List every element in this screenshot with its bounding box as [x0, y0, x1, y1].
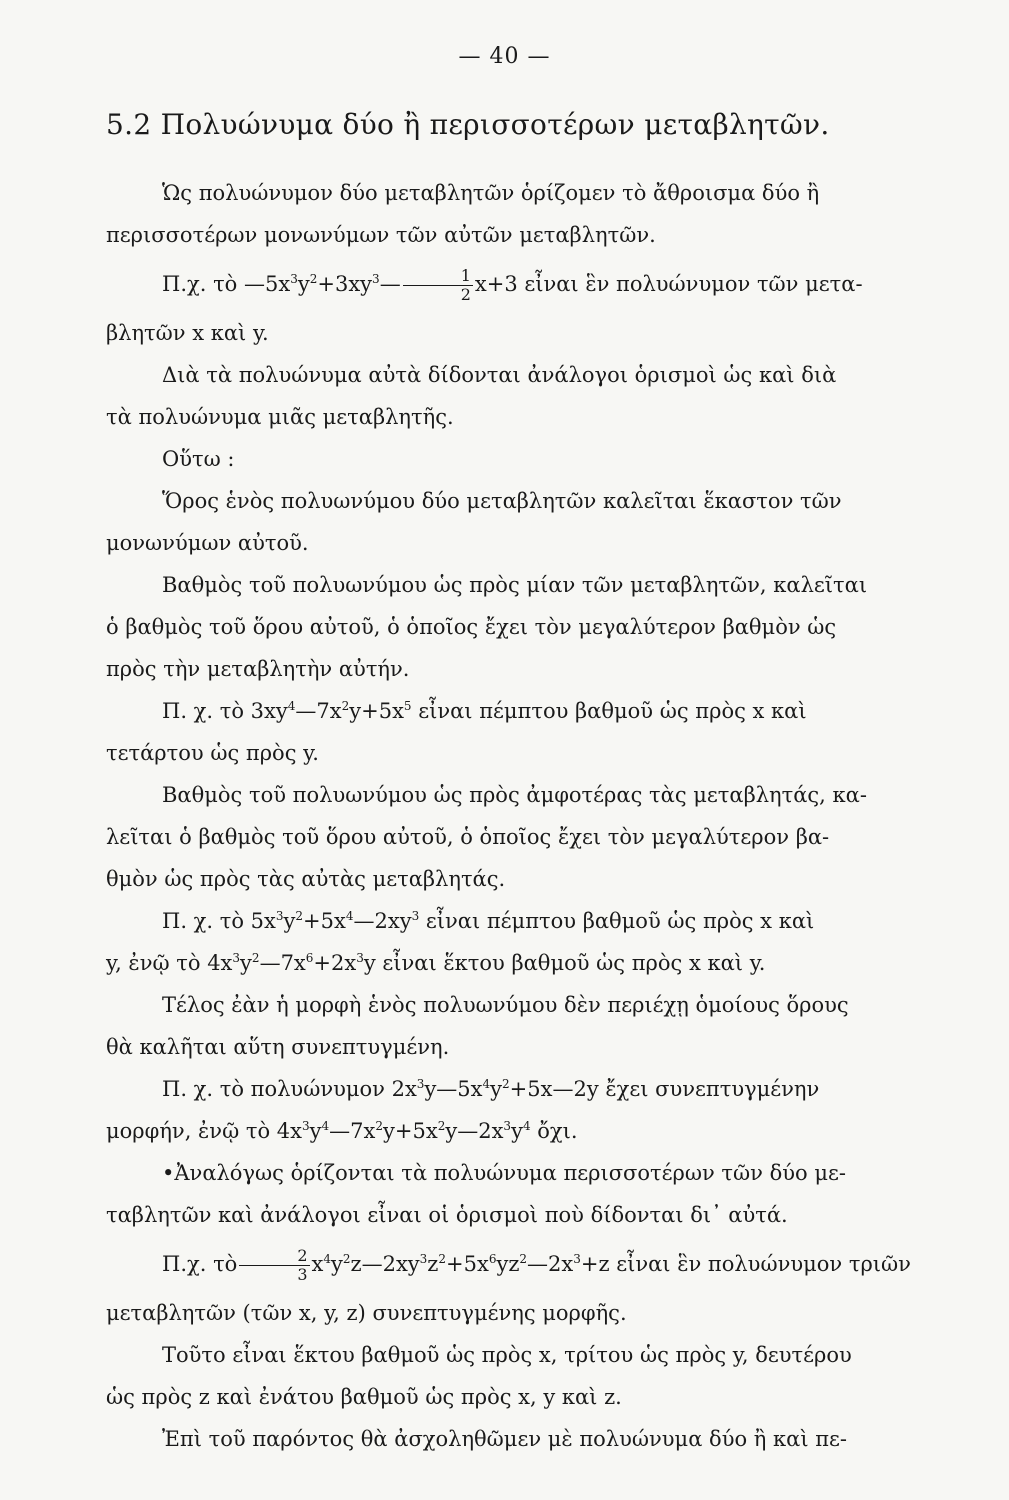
line-19: y, ἐνῷ τὸ $4x^3y^2—7x^6+2x^3y$ εἶναι ἕκτου βαθμοῦ ὡς πρὸς x καὶ y. [106, 951, 766, 975]
line-9: μονωνύμων αὐτοῦ. [106, 531, 309, 555]
line-24: •Ἀναλόγως ὁρίζονται τὰ πολυώνυμα περισσοτέρων τῶν δύο με- [162, 1161, 846, 1185]
line-10: Βαθμὸς τοῦ πολυωνύμου ὡς πρὸς μίαν τῶν μεταβλητῶν, καλεῖται [162, 573, 868, 597]
page-number: — 40 — [458, 44, 551, 69]
line-11: ὁ βαθμὸς τοῦ ὅρου αὐτοῦ, ὁ ὁποῖος ἔχει τὸν μεγαλύτερον βαθμὸν ὡς [106, 615, 837, 639]
line-15: Βαθμὸς τοῦ πολυωνύμου ὡς πρὸς ἀμφοτέρας τὰς μεταβλητάς, κα- [162, 783, 867, 807]
line-12: πρὸς τὴν μεταβλητὴν αὐτήν. [106, 657, 410, 681]
fraction-two-thirds: $\frac{2}{3}$ [239, 1247, 309, 1284]
line-28: Τοῦτο εἶναι ἕκτου βαθμοῦ ὡς πρὸς x, τρίτου ὡς πρὸς y, δευτέρου [162, 1343, 852, 1367]
line-25: ταβλητῶν καὶ ἀνάλογοι εἶναι οἱ ὁρισμοὶ ποὺ δίδονται δι᾽ αὐτά. [106, 1203, 788, 1227]
line-6: τὰ πολυώνυμα μιᾶς μεταβλητῆς. [106, 405, 454, 429]
line-2: περισσοτέρων μονωνύμων τῶν αὐτῶν μεταβλητῶν. [106, 223, 656, 247]
line-7: Οὕτω : [162, 447, 235, 471]
line-14: τετάρτου ὡς πρὸς y. [106, 741, 319, 765]
line-17: θμὸν ὡς πρὸς τὰς αὐτὰς μεταβλητάς. [106, 867, 506, 891]
line-13: Π. χ. τὸ $3xy^4—7x^2y+5x^5$ εἶναι πέμπτου βαθμοῦ ὡς πρὸς x καὶ [162, 699, 807, 723]
line-1: Ὡς πολυώνυμον δύο μεταβλητῶν ὁρίζομεν τὸ ἄθροισμα δύο ἢ [162, 181, 820, 205]
line-4: βλητῶν x καὶ y. [106, 321, 269, 345]
line-23: μορφήν, ἐνῷ τὸ $4x^3y^4—7x^2y+5x^2y—2x^3y^4$ ὄχι. [106, 1119, 578, 1143]
body-text [106, 172, 946, 1460]
line-27: μεταβλητῶν (τῶν x, y, z) συνεπτυγμένης μορφῆς. [106, 1301, 627, 1325]
line-16: λεῖται ὁ βαθμὸς τοῦ ὅρου αὐτοῦ, ὁ ὁποῖος ἔχει τὸν μεγαλύτερον βα- [106, 825, 830, 849]
line-8: Ὅρος ἑνὸς πολυωνύμου δύο μεταβλητῶν καλεῖται ἕκαστον τῶν [162, 489, 842, 513]
line-30: Ἐπὶ τοῦ παρόντος θὰ ἀσχοληθῶμεν μὲ πολυώνυμα δύο ἢ καὶ πε- [162, 1427, 848, 1451]
line-26: Π.χ. τὸ $\frac{2}{3}$ $x^4y^2z—2xy^3z^2+5x^6yz^2—2x^3+z$ εἶναι ἓν πολυώνυμον τριῶν [162, 1246, 911, 1284]
section-heading: 5.2 Πολυώνυμα δύο ἢ περισσοτέρων μεταβλητῶν. [106, 108, 830, 141]
line-20: Τέλος ἐὰν ἡ μορφὴ ἑνὸς πολυωνύμου δὲν περιέχῃ ὁμοίους ὅρους [162, 993, 849, 1017]
line-21: θὰ καλῆται αὕτη συνεπτυγμένη. [106, 1035, 450, 1059]
fraction-one-half: $\frac{1}{2}$ [403, 267, 473, 304]
line-29: ὡς πρὸς z καὶ ἐνάτου βαθμοῦ ὡς πρὸς x, y καὶ z. [106, 1385, 622, 1409]
line-22: Π. χ. τὸ πολυώνυμον $2x^3y—5x^4y^2+5x—2y$ ἔχει συνεπτυγμένην [162, 1077, 820, 1101]
line-3: Π.χ. τὸ $—5x^3y^2+3xy^3—$ $\frac{1}{2}$ x+3 εἶναι ἓν πολυώνυμον τῶν μετα- [162, 266, 863, 304]
line-5: Διὰ τὰ πολυώνυμα αὐτὰ δίδονται ἀνάλογοι ὁρισμοὶ ὡς καὶ διὰ [162, 363, 837, 387]
line-18: Π. χ. τὸ $5x^3y^2+5x^4—2xy^3$ εἶναι πέμπτου βαθμοῦ ὡς πρὸς x καὶ [162, 909, 815, 933]
